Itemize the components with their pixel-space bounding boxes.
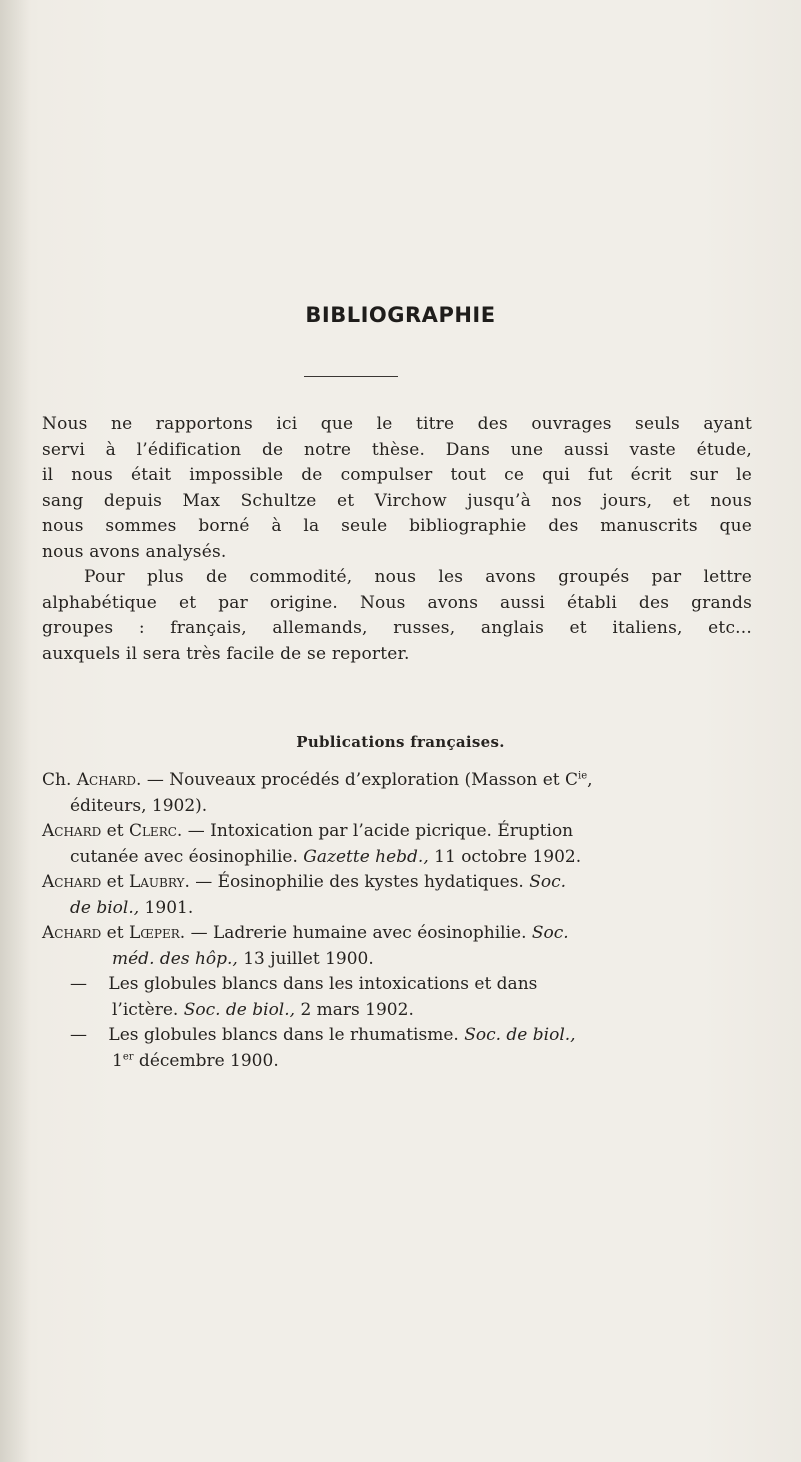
- entry-journal: Soc.: [529, 872, 567, 892]
- title-divider: [304, 376, 398, 377]
- entry-text: . — Ladrerie humaine avec éosinophilie.: [179, 923, 532, 943]
- bibliography-list: [42, 768, 754, 1074]
- entry-text: décembre 1900.: [133, 1050, 279, 1071]
- entry-journal: Soc.: [531, 923, 569, 943]
- text-line: nous avons analysés.: [42, 541, 227, 562]
- bibliography-entry: [42, 1023, 754, 1074]
- entry-author: Clerc: [128, 821, 177, 841]
- entry-text: 1901.: [139, 897, 194, 918]
- section-title: Publications françaises.: [296, 733, 505, 751]
- entry-line: [42, 845, 754, 871]
- text-line: Pour plus de commodité, nous les avons groupés par lettre: [84, 567, 752, 587]
- entry-prefix: Ch.: [42, 770, 77, 790]
- text-line: groupes : français, allemands, russes, anglais et italiens, etc...: [42, 618, 752, 638]
- entry-author: Achard: [42, 821, 102, 841]
- entry-text: l’ictère.: [112, 999, 184, 1020]
- entry-superscript: ie: [578, 770, 588, 782]
- entry-line: [42, 1049, 754, 1075]
- entry-text: cutanée avec éosinophilie.: [70, 846, 304, 867]
- entry-line: [42, 768, 754, 794]
- intro-paragraph-2: [42, 565, 752, 667]
- entry-journal: Gazette hebd.,: [303, 846, 429, 867]
- entry-journal: de biol.,: [70, 897, 140, 918]
- entry-journal: méd. des hôp.,: [112, 948, 238, 969]
- entry-text: . — Nouveaux procédés d’exploration (Masson et C: [136, 770, 579, 790]
- entry-line: [42, 921, 754, 947]
- entry-author: Achard: [42, 923, 102, 943]
- entry-journal: Soc. de biol.,: [183, 999, 296, 1020]
- entry-dash: —: [70, 974, 93, 994]
- entry-line: [42, 896, 754, 922]
- text-line: Nous ne rapportons ici que le titre des ouvrages seuls ayant: [42, 414, 752, 434]
- text-line: nous sommes borné à la seule bibliographie des manuscrits que: [42, 516, 752, 536]
- entry-author: Lœper: [128, 923, 180, 943]
- text-line: sang depuis Max Schultze et Virchow jusqu’à nos jours, et nous: [42, 490, 752, 511]
- entry-text: Les globules blancs dans le rhumatisme.: [108, 1025, 465, 1045]
- entry-line: [42, 998, 754, 1024]
- entry-conjunction: et: [101, 821, 129, 841]
- text-line: servi à l’édification de notre thèse. Dans une aussi vaste étude,: [42, 439, 752, 460]
- entry-author: Achard: [42, 872, 102, 892]
- entry-line: éditeurs, 1902).: [70, 795, 208, 816]
- entry-superscript: er: [122, 1050, 134, 1062]
- entry-line: [42, 972, 754, 998]
- entry-dash: —: [70, 1025, 93, 1045]
- entry-author: Achard: [76, 770, 137, 790]
- entry-text: 11 octobre 1902.: [428, 846, 582, 867]
- bibliography-entry: [42, 870, 754, 921]
- entry-text: ,: [587, 770, 593, 790]
- entry-text: . — Éosinophilie des kystes hydatiques.: [184, 872, 530, 892]
- entry-text: . — Intoxication par l’acide picrique. Éruption: [176, 821, 574, 841]
- bibliography-entry: [42, 819, 754, 870]
- entry-line: [42, 870, 754, 896]
- text-line: il nous était impossible de compulser tout ce qui fut écrit sur le: [42, 465, 752, 485]
- entry-journal: Soc. de biol.,: [464, 1025, 576, 1045]
- entry-conjunction: et: [101, 923, 129, 943]
- bibliography-entry: [42, 921, 754, 972]
- page-title: BIBLIOGRAPHIE: [305, 303, 496, 327]
- entry-line: [42, 1023, 754, 1049]
- entry-author: Laubry: [128, 872, 185, 892]
- bibliography-entry: [42, 972, 754, 1023]
- page-binding-shadow: [0, 0, 30, 1462]
- bibliography-entry: [42, 768, 754, 819]
- entry-conjunction: et: [101, 872, 129, 892]
- entry-text: 1: [112, 1050, 123, 1071]
- text-line: auxquels il sera très facile de se reporter.: [42, 643, 410, 664]
- intro-paragraph-1: [42, 412, 752, 565]
- entry-text: 13 juillet 1900.: [237, 948, 374, 969]
- entry-text: 2 mars 1902.: [295, 999, 414, 1020]
- entry-text: Les globules blancs dans les intoxications et dans: [108, 974, 538, 994]
- entry-line: [42, 947, 754, 973]
- text-line: alphabétique et par origine. Nous avons aussi établi des grands: [42, 592, 752, 613]
- entry-line: [42, 819, 754, 845]
